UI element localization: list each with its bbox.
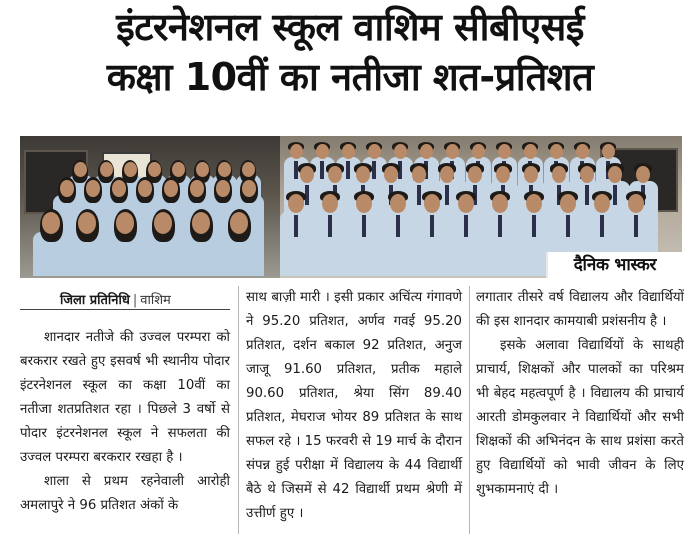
article-paragraph: शाला से प्रथम रहनेवाली आरोही अमलापुरे ने 96 प्रतिशत अंकों के xyxy=(20,474,230,513)
article-column-2 xyxy=(246,286,462,526)
byline-divider xyxy=(20,309,230,310)
article-paragraph: इसके अलावा विद्यार्थियों के साथही प्राचार्य, शिक्षकों और पालकों का परिश्रम भी बेहद महत्वपूर्ण है । विद्यालय की प्राचार्य आरती डोमकुलवार ने विद्यार्थियों और सभी शिक्षकों की अभिनंदन के साथ प्रशंसा करते हुए विद्यार्थियों को भावी जीवन के लिए शुभकामनाएं दी । xyxy=(476,338,684,497)
article-column-3 xyxy=(476,286,684,502)
headline-line-2: कक्षा 10वीं का नतीजा शत-प्रतिशत xyxy=(106,55,594,99)
byline-separator: | xyxy=(132,293,138,308)
article-column-1 xyxy=(20,326,230,518)
byline-place: वाशिम xyxy=(140,293,171,308)
article-paragraph: लगातार तीसरे वर्ष विद्यालय और विद्यार्थियों की इस शानदार कामयाबी प्रशंसनीय है । xyxy=(476,290,684,329)
headline-line-1: इंटरनेशनल स्कूल वाशिम सीबीएसई xyxy=(116,5,584,49)
newspaper-brand-logo: दैनिक भास्कर xyxy=(546,252,682,278)
article-paragraph: साथ बाज़ी मारी । इसी प्रकार अचिंत्य गंगावणे ने 95.20 प्रतिशत, अर्णव गवई 95.20 प्रतिशत, दर्शन बकाल 92 प्रतिशत, अनुज जाजू 91.60 प्रतिशत, प्रतीक महाले 90.60 प्रतिशत, श्रेया सिंग 89.40 प्रतिशत, मेघराज भोयर 89 प्रतिशत के साथ सफल रहे । 15 फरवरी से 19 मार्च के दौरान संपन्न हुई परीक्षा में विद्यालय के 44 विद्यार्थी बैठे थे जिसमें से 42 विद्यार्थी प्रथम श्रेणी में उत्तीर्ण हुए । xyxy=(246,290,462,521)
byline-reporter: जिला प्रतिनिधि xyxy=(60,293,130,308)
article-paragraph: शानदार नतीजे की उज्वल परम्परा को बरकरार रखते हुए इसवर्ष भी स्थानीय पोदार इंटरनेशनल स्कूल का कक्षा 10वीं का नतीजा शतप्रतिशत रहा । पिछले 3 वर्षो से पोदार इंटरनेशनल स्कूल ने सफलता की उज्वल परम्परा बरकरार रखहा है । xyxy=(20,330,230,465)
column-divider xyxy=(238,286,239,534)
headline xyxy=(0,2,700,102)
byline xyxy=(60,290,171,308)
column-divider xyxy=(469,286,470,534)
